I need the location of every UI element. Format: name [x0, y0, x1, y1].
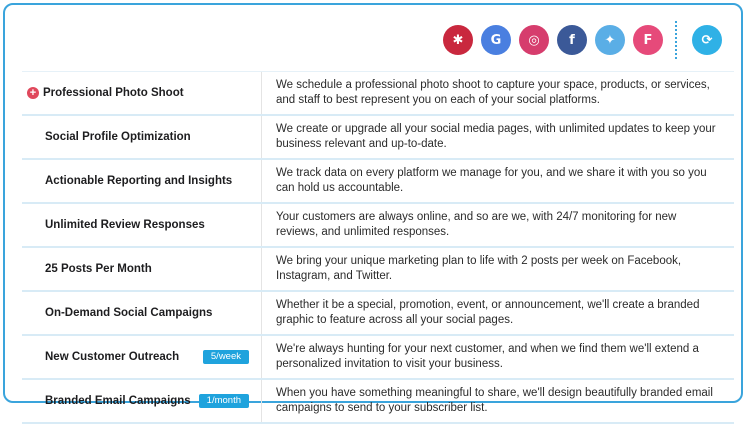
- feature-name: Professional Photo Shoot: [43, 87, 184, 99]
- feature-cell: [22, 72, 262, 114]
- feature-cell: [22, 204, 262, 246]
- feature-description: We track data on every platform we manage for you, and we share it with you so you can hold us accountable.: [276, 167, 707, 194]
- description-cell: [262, 72, 734, 114]
- feature-description: We schedule a professional photo shoot to capture your space, products, or services, and staff to best represent you on each of your social platforms.: [276, 79, 710, 106]
- feature-name: New Customer Outreach: [45, 351, 180, 363]
- twitter-icon[interactable]: ✦: [595, 25, 625, 55]
- table-row: [22, 380, 734, 424]
- feature-cell: [22, 116, 262, 158]
- yelp-icon[interactable]: ✱: [443, 25, 473, 55]
- table-row: [22, 248, 734, 292]
- instagram-icon[interactable]: ◎: [519, 25, 549, 55]
- description-cell: [262, 380, 734, 422]
- feature-description: We're always hunting for your next customer, and when we find them we'll extend a personalized invitation to visit your business.: [276, 343, 699, 370]
- description-cell: [262, 204, 734, 246]
- frequency-badge: 5/week: [203, 350, 249, 364]
- facebook-icon[interactable]: f: [557, 25, 587, 55]
- services-table: [22, 71, 734, 424]
- feature-cell: [22, 380, 262, 422]
- plus-icon[interactable]: +: [27, 87, 39, 99]
- description-cell: [262, 248, 734, 290]
- feature-name: 25 Posts Per Month: [45, 263, 152, 275]
- table-row: [22, 160, 734, 204]
- feature-name: Branded Email Campaigns: [45, 395, 191, 407]
- table-row: [22, 71, 734, 116]
- social-bar: [435, 21, 722, 59]
- feature-cell: [22, 336, 262, 378]
- table-row: [22, 336, 734, 380]
- table-row: [22, 204, 734, 248]
- feature-name: Social Profile Optimization: [45, 131, 191, 143]
- services-card: [3, 3, 743, 414]
- description-cell: [262, 336, 734, 378]
- description-cell: [262, 292, 734, 334]
- feature-description: We bring your unique marketing plan to life with 2 posts per week on Facebook, Instagram, and Twitter.: [276, 255, 682, 282]
- feature-name: On-Demand Social Campaigns: [45, 307, 213, 319]
- google-icon[interactable]: G: [481, 25, 511, 55]
- frequency-badge: 1/month: [199, 394, 249, 408]
- feature-description: We create or upgrade all your social media pages, with unlimited updates to keep your business relevant and up-to-date.: [276, 123, 716, 150]
- feature-description: When you have something meaningful to share, we'll design beautifully branded email campaigns to send to your subscriber list.: [276, 387, 713, 414]
- feature-name: Unlimited Review Responses: [45, 219, 205, 231]
- feature-cell: [22, 292, 262, 334]
- description-cell: [262, 116, 734, 158]
- dotted-divider: [675, 21, 677, 59]
- table-row: [22, 116, 734, 160]
- feature-description: Your customers are always online, and so are we, with 24/7 monitoring for new reviews, and unlimited responses.: [276, 211, 677, 238]
- feature-description: Whether it be a special, promotion, event, or announcement, we'll create a branded graphic to feature across all your social pages.: [276, 299, 700, 326]
- foursquare-icon[interactable]: F: [633, 25, 663, 55]
- refresh-icon[interactable]: ⟳: [692, 25, 722, 55]
- feature-cell: [22, 160, 262, 202]
- table-row: [22, 292, 734, 336]
- feature-cell: [22, 248, 262, 290]
- description-cell: [262, 160, 734, 202]
- feature-name: Actionable Reporting and Insights: [45, 175, 233, 187]
